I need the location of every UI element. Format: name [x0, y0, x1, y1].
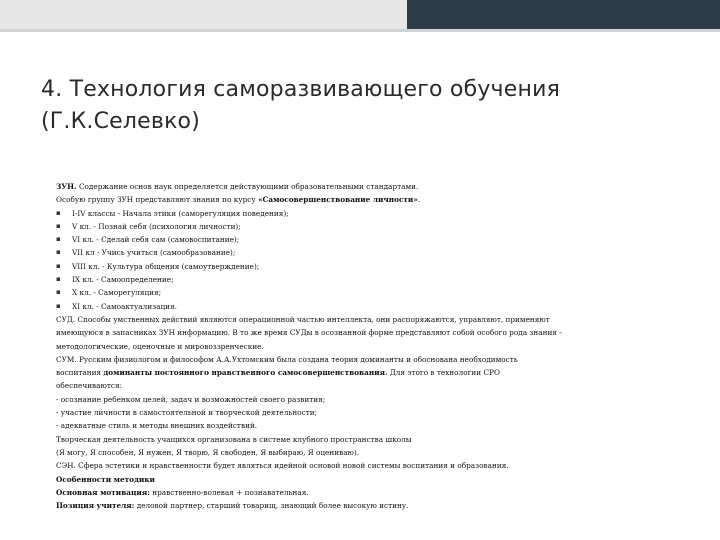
header-accent-line: [0, 29, 720, 32]
course-list-item: [56, 220, 666, 233]
motivation-paragraph: [56, 486, 666, 499]
course-list-item: [56, 207, 666, 220]
slide-body: [56, 180, 666, 512]
teacher-position-paragraph: [56, 499, 666, 512]
course-list-item: [56, 286, 666, 299]
sum-dominant-term: доминанты постоянного нравственного самосовершенствования.: [103, 368, 388, 378]
special-group-tail: .: [417, 195, 421, 205]
course-list-item: [56, 260, 666, 273]
sum-line: [56, 366, 666, 379]
sen-paragraph: СЭН. Сфера эстетики и нравственности будет являться идейной основой новой системы воспитания и образования.: [56, 461, 509, 471]
bullet-icon: ▪: [56, 301, 61, 310]
course-list-item-text: VII кл - Учись учиться (самообразование);: [72, 248, 236, 258]
sud-line: СУД. Способы умственных действий являются операционной частью интеллекта, они распоряжаются, управляют, применяют: [56, 314, 550, 324]
bullet-icon: ▪: [56, 248, 61, 257]
bullet-icon: ▪: [56, 221, 61, 230]
features-heading: [56, 473, 666, 486]
course-list-item-text: IX кл. - Самоопределение;: [72, 275, 174, 285]
special-group-text: Особую группу ЗУН представляют знания по курсу: [56, 195, 258, 205]
sum-line-start: воспитания: [56, 368, 104, 378]
course-list-item: [56, 273, 666, 286]
creative-line: Творческая деятельность учащихся организована в системе клубного пространства школы: [56, 434, 412, 444]
features-heading-text: Особенности методики: [56, 474, 155, 484]
course-list-item-text: V кл. - Познай себя (психология личности);: [72, 221, 241, 231]
course-list-item-text: VI кл. - Сделай себя сам (самовоспитание);: [72, 235, 240, 245]
sum-line: СУМ. Русским физиологом и философом А.А.Ухтомским была создана теория доминанты и обоснована необходимость: [56, 354, 518, 364]
dash-list-item: - участие личности в самостоятельной и творческой деятельности;: [56, 408, 318, 418]
special-group-paragraph: [56, 193, 666, 206]
slide-title-line-1: 4. Технология саморазвивающего обучения: [41, 77, 560, 102]
teacher-position-term: Позиция учителя:: [56, 501, 135, 511]
course-list-item: [56, 233, 666, 246]
special-group-course: «Самосовершенствование личности»: [257, 195, 418, 205]
course-list-item: [56, 246, 666, 259]
course-list-item-text: VIII кл. - Культура общения (самоутверждение);: [72, 261, 260, 271]
slide-title: [41, 74, 691, 138]
creative-line: (Я могу, Я способен, Я нужен, Я творю, Я свободен, Я выбираю, Я оцениваю).: [56, 447, 360, 457]
bullet-icon: ▪: [56, 275, 61, 284]
bullet-icon: ▪: [56, 235, 61, 244]
sum-line: обеспечиваются:: [56, 381, 123, 391]
bullet-icon: ▪: [56, 288, 61, 297]
course-list-item-text: X кл. - Саморегуляция;: [72, 288, 162, 298]
motivation-text: нравственно-волевая + познавательная.: [149, 487, 309, 497]
zun-text: Содержание основ наук определяется действующими образовательными стандартами.: [76, 182, 419, 191]
course-list-item: [56, 300, 666, 313]
sum-line-end: Для этого в технологии СРО: [387, 368, 500, 378]
bullet-icon: ▪: [56, 261, 61, 270]
motivation-term: Основная мотивация:: [56, 487, 150, 497]
zun-term: ЗУН.: [56, 182, 77, 191]
course-list-item-text: XI кл. - Самоактуализация.: [72, 301, 177, 311]
teacher-position-text: деловой партнер, старший товарищ, знающий более высокую истину.: [134, 501, 409, 511]
zun-paragraph: [56, 180, 666, 193]
dash-list-item: - адекватные стиль и методы внешних воздействий.: [56, 421, 258, 431]
slide-title-line-2: (Г.К.Селевко): [41, 109, 200, 134]
sud-line: имеющуюся в запасниках ЗУН информацию. В то же время СУДы в осознанной форме представляют собой особого рода знания -: [56, 328, 562, 338]
bullet-icon: ▪: [56, 208, 61, 217]
course-list-item-text: I-IV классы - Начала этики (саморегуляция поведения);: [72, 208, 289, 218]
header-bar-dark: [407, 0, 720, 32]
sud-line: методологические, оценочные и мировоззренческие.: [56, 341, 264, 351]
dash-list-item: - осознание ребенком целей, задач и возможностей своего развития;: [56, 394, 326, 404]
